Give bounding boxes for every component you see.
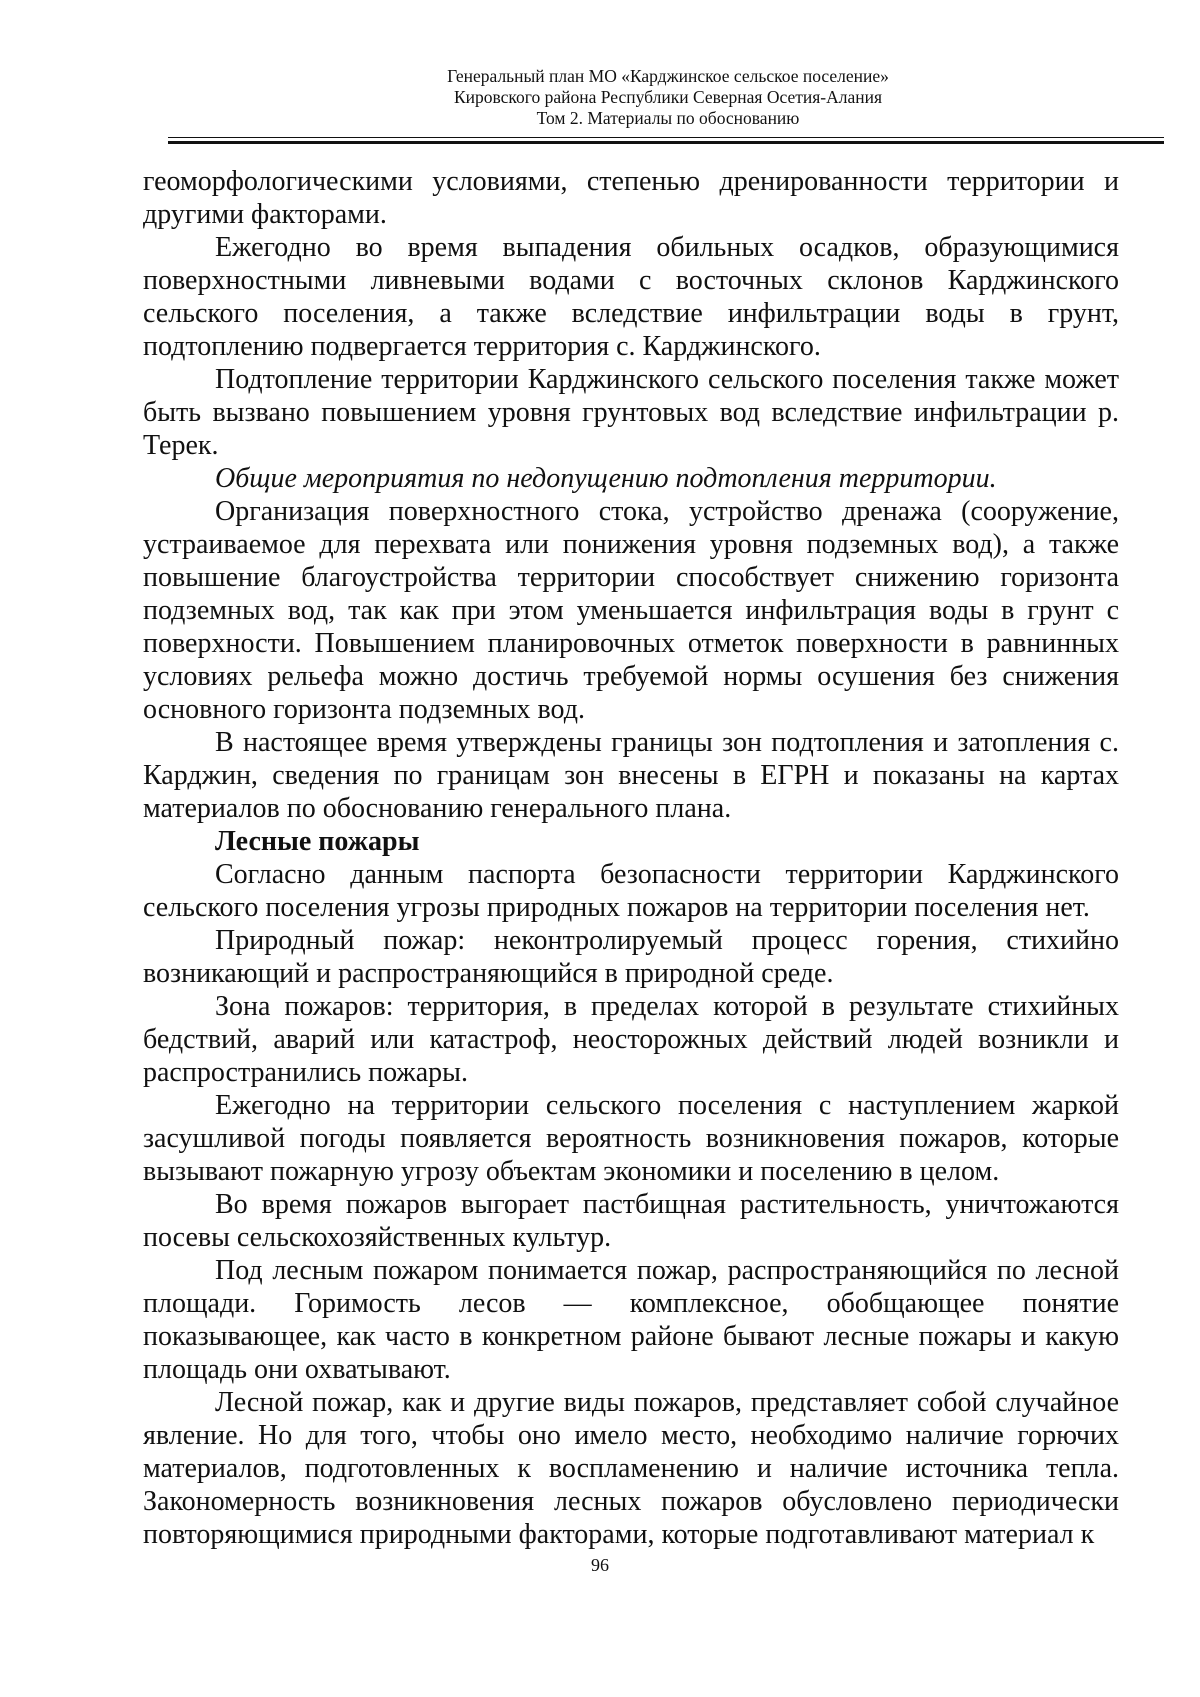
paragraph: Организация поверхностного стока, устройство дренажа (сооружение, устраиваемое для перехвата или понижения уровня подземных вод), а также повышение благоустройства территории способствует снижению горизонта подземных вод, так как при этом уменьшается инфильтрация воды в грунт с поверхности. Повышением планировочных отметок поверхности в равнинных условиях рельефа можно достичь требуемой нормы осушения без снижения основного горизонта подземных вод. <box>143 496 1119 725</box>
header-divider-thin <box>168 137 1164 138</box>
header-volume: Том 2. Материалы по обоснованию <box>536 108 800 128</box>
section-heading: Лесные пожары <box>215 826 420 857</box>
header-region: Кировского района Республики Северная Осетия-Алания <box>453 87 883 107</box>
header-title: Генеральный план МО «Карджинское сельское поселение» <box>447 66 889 86</box>
paragraph: Лесной пожар, как и другие виды пожаров, представляет собой случайное явление. Но для того, чтобы оно имело место, необходимо наличие горючих материалов, подготовленных к воспламенению и наличие источника тепла. Закономерность возникновения лесных пожаров обусловлено периодически повторяющимися природными факторами, которые подготавливают материал к <box>143 1387 1119 1550</box>
paragraph: Зона пожаров: территория, в пределах которой в результате стихийных бедствий, аварий или катастроф, неосторожных действий людей возникли и распространились пожары. <box>143 991 1119 1088</box>
document-header <box>168 66 1168 129</box>
paragraph: Во время пожаров выгорает пастбищная растительность, уничтожаются посевы сельскохозяйственных культур. <box>143 1189 1119 1253</box>
subheading-italic: Общие мероприятия по недопущению подтопления территории. <box>215 463 997 494</box>
paragraph: В настоящее время утверждены границы зон подтопления и затопления с. Карджин, сведения по границам зон внесены в ЕГРН и показаны на картах материалов по обоснованию генерального плана. <box>143 727 1119 824</box>
header-divider-thick <box>168 141 1164 144</box>
page-number: 96 <box>591 1555 609 1575</box>
document-body <box>143 165 1119 1551</box>
paragraph: Согласно данным паспорта безопасности территории Карджинского сельского поселения угрозы природных пожаров на территории поселения нет. <box>143 859 1119 923</box>
paragraph: Подтопление территории Карджинского сельского поселения также может быть вызвано повышением уровня грунтовых вод вследствие инфильтрации р. Терек. <box>143 364 1119 461</box>
paragraph: Ежегодно во время выпадения обильных осадков, образующимися поверхностными ливневыми водами с восточных склонов Карджинского сельского поселения, а также вследствие инфильтрации воды в грунт, подтоплению подвергается территория с. Карджинского. <box>143 232 1119 362</box>
paragraph: Ежегодно на территории сельского поселения с наступлением жаркой засушливой погоды появляется вероятность возникновения пожаров, которые вызывают пожарную угрозу объектам экономики и поселению в целом. <box>143 1090 1119 1187</box>
paragraph: Природный пожар: неконтролируемый процесс горения, стихийно возникающий и распространяющийся в природной среде. <box>143 925 1119 989</box>
paragraph: Под лесным пожаром понимается пожар, распространяющийся по лесной площади. Горимость лесов — комплексное, обобщающее понятие показывающее, как часто в конкретном районе бывают лесные пожары и какую площадь они охватывают. <box>143 1255 1119 1385</box>
paragraph-continuation: геоморфологическими условиями, степенью дренированности территории и другими факторами. <box>143 166 1119 230</box>
